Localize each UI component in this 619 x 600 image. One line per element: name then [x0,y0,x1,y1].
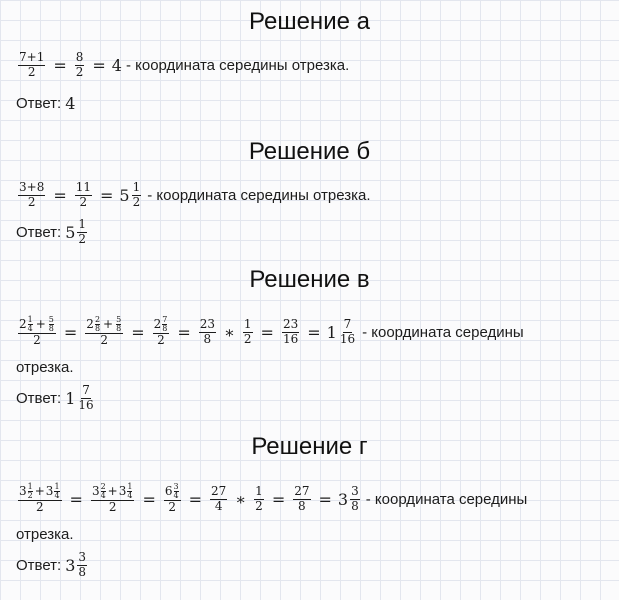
fraction: $\frac{1}{2}$ [243,316,252,346]
fraction: $\frac{23}{8}$ [199,316,216,346]
explanation-text: - координата середины отрезка. [147,186,371,204]
explanation-text: - координата середины [365,490,528,508]
explanation-wrap: отрезка. [16,358,74,376]
heading-g: Решение г [251,433,368,460]
equation-g: 3 1 2 + 3 1 4 2 = 3 2 4 + 3 1 4 2 = 6 3 4 2 = $\frac{27}{4}$ ∗ $\frac{1}{2}$ = $\frac{27}{8}$ = 3 $\frac{3}{8}$ - координата середины [19,481,528,515]
answer-v: Ответ: 1 $\frac{7}{16}$ [16,383,97,413]
fraction: $\frac{27}{4}$ [211,483,227,513]
equation-v: 2 1 4 + $\frac{5}{8}$ 2 = 2 2 8 + $\frac{5}{8}$ 2 = 2 7 8 2 = $\frac{23}{8}$ ∗ $\frac{1}{2}$ = $\frac{23}{16}$ = 1 $\frac{7}{16}$ - координата середины [19,314,524,348]
fraction: $\frac{8}{2}$ [75,49,84,79]
mixed-number: 1 $\frac{7}{16}$ [326,316,356,346]
mixed-number: 3 $\frac{3}{8}$ [65,549,87,579]
heading-b: Решение б [248,138,371,165]
fraction: 2 2 8 + $\frac{5}{8}$ 2 [86,314,122,348]
mixed-number: 5 $\frac{1}{2}$ [65,216,87,246]
heading-v: Решение в [249,266,370,293]
fraction: $\frac{27}{8}$ [294,483,310,513]
answer-b: Ответ: 5 $\frac{1}{2}$ [16,218,89,246]
fraction: $\frac{1}{2}$ [255,483,263,513]
explanation-wrap: отрезка. [16,525,74,543]
fraction: 3 2 4 + 3 1 4 2 [91,481,133,515]
fraction: 2 1 4 + $\frac{5}{8}$ 2 [19,314,54,348]
fraction: $\frac{3+8}{2}$ [19,179,45,209]
mixed-number: 3 $\frac{3}{8}$ [337,483,359,513]
fraction: 6 3 4 2 [164,481,179,515]
equation-b: $\frac{3+8}{2}$ = $\frac{11}{2}$ = 5 $\frac{1}{2}$ - координата середины отрезка. [19,179,371,209]
fraction: $\frac{23}{16}$ [282,316,299,346]
equation-a: $\frac{7+1}{2}$ = $\frac{8}{2}$ = 4 - координата середины отрезка. [19,49,350,79]
answer-a: Ответ: 4 [16,93,76,113]
explanation-text: - координата середины отрезка. [125,56,350,74]
fraction: 3 1 2 + 3 1 4 2 [19,481,60,515]
explanation-text: - координата середины [362,323,524,341]
heading-a: Решение а [249,8,370,35]
fraction: $\frac{7+1}{2}$ [19,49,45,79]
fraction: 2 7 8 2 [153,314,168,348]
mixed-number: 1 $\frac{7}{16}$ [65,382,94,412]
fraction: $\frac{11}{2}$ [75,179,92,209]
answer-g: Ответ: 3 $\frac{3}{8}$ [16,550,89,580]
mixed-number: 5 $\frac{1}{2}$ [119,179,141,209]
